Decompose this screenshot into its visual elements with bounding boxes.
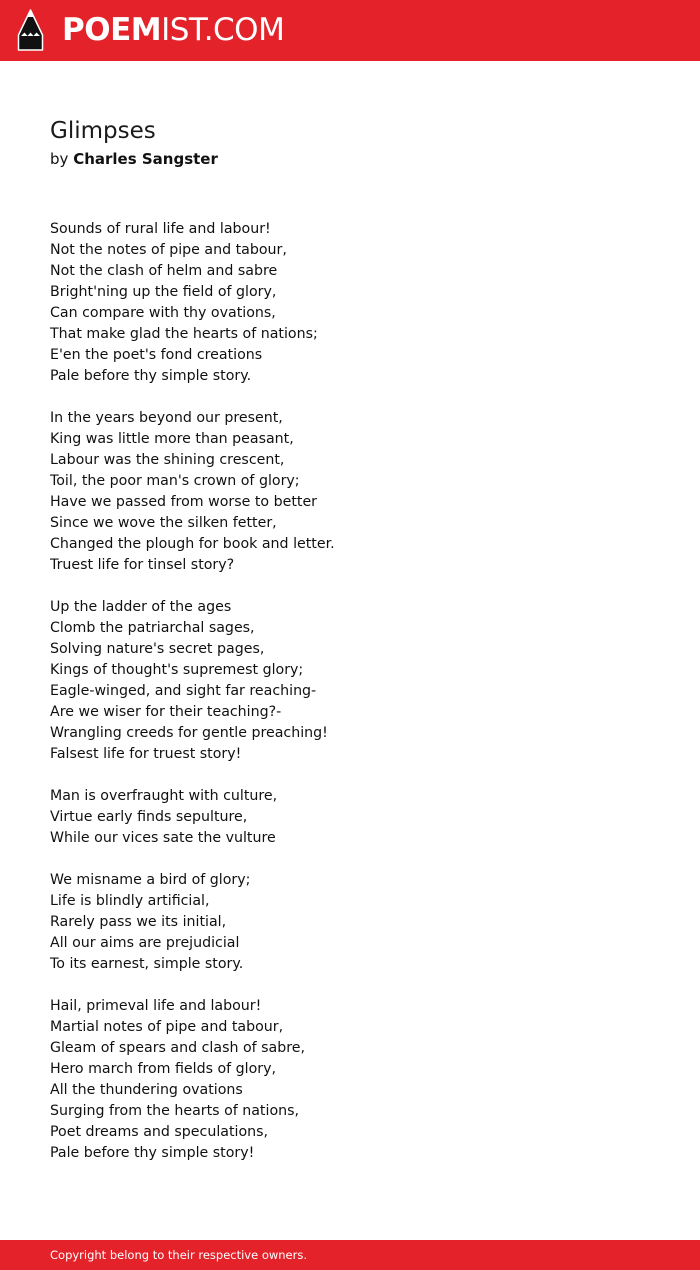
- poem-line: While our vices sate the vulture: [50, 830, 276, 846]
- poem-line: Hero march from fields of glory,: [50, 1061, 277, 1077]
- poem-line: Eagle-winged, and sight far reaching-: [50, 683, 317, 699]
- poem-line: Not the notes of pipe and tabour,: [50, 242, 287, 258]
- poem-stanza: [50, 597, 650, 765]
- poem-stanza: [50, 870, 650, 975]
- poem-line: Up the ladder of the ages: [50, 599, 232, 615]
- poem-line: Virtue early finds sepulture,: [50, 809, 248, 825]
- poem-line: Life is blindly artificial,: [50, 893, 210, 909]
- poem-line: Are we wiser for their teaching?-: [50, 704, 282, 720]
- logo-text-bold: POEM: [62, 12, 162, 48]
- pencil-tip-icon[interactable]: [17, 9, 44, 51]
- poem-line: In the years beyond our present,: [50, 410, 283, 426]
- poem-line: Have we passed from worse to better: [50, 494, 318, 510]
- poem-line: That make glad the hearts of nations;: [50, 326, 318, 342]
- poem-line: Solving nature's secret pages,: [50, 641, 265, 657]
- poem-stanza: [50, 408, 650, 576]
- poem-line: All our aims are prejudicial: [50, 935, 240, 951]
- logo-text-light: IST.COM: [161, 12, 285, 48]
- poem-line: Bright'ning up the field of glory,: [50, 284, 277, 300]
- poem-line: Clomb the patriarchal sages,: [50, 620, 255, 636]
- poem-line: Changed the plough for book and letter.: [50, 536, 335, 552]
- poem-line: Not the clash of helm and sabre: [50, 263, 278, 279]
- poem-line: Pale before thy simple story!: [50, 1145, 255, 1161]
- site-footer: [0, 1240, 700, 1270]
- poem-line: Kings of thought's supremest glory;: [50, 662, 304, 678]
- poem-line: Surging from the hearts of nations,: [50, 1103, 300, 1119]
- by-label: by: [50, 150, 69, 168]
- poem-line: Toil, the poor man's crown of glory;: [50, 473, 300, 489]
- poem-line: All the thundering ovations: [50, 1082, 243, 1098]
- poem-line: Pale before thy simple story.: [50, 368, 252, 384]
- poem-line: Truest life for tinsel story?: [50, 557, 235, 573]
- poem-line: Can compare with thy ovations,: [50, 305, 276, 321]
- poem-stanza: [50, 786, 650, 849]
- poem-line: Labour was the shining crescent,: [50, 452, 285, 468]
- poem-line: King was little more than peasant,: [50, 431, 294, 447]
- poem-line: Sounds of rural life and labour!: [50, 221, 271, 237]
- poem-line: Martial notes of pipe and tabour,: [50, 1019, 284, 1035]
- poem-line: Man is overfraught with culture,: [50, 788, 278, 804]
- poem-body: [50, 219, 650, 1185]
- poem-line: Rarely pass we its initial,: [50, 914, 227, 930]
- poem-line: We misname a bird of glory;: [50, 872, 251, 888]
- poem-line: Hail, primeval life and labour!: [50, 998, 262, 1014]
- poem-line: E'en the poet's fond creations: [50, 347, 263, 363]
- poem-line: Wrangling creeds for gentle preaching!: [50, 725, 328, 741]
- poem-line: Gleam of spears and clash of sabre,: [50, 1040, 305, 1056]
- site-header: [0, 0, 700, 61]
- copyright-text: Copyright belong to their respective owners.: [50, 1248, 308, 1262]
- poem-stanza: [50, 996, 650, 1164]
- poem-line: Falsest life for truest story!: [50, 746, 242, 762]
- poem-title: Glimpses: [50, 118, 156, 144]
- poem-byline: [50, 148, 218, 170]
- poem-line: Poet dreams and speculations,: [50, 1124, 269, 1140]
- site-logo-link[interactable]: [62, 11, 284, 49]
- poem-author: Charles Sangster: [73, 150, 218, 168]
- poem-line: To its earnest, simple story.: [50, 956, 244, 972]
- poem-stanza: [50, 219, 650, 387]
- poem-line: Since we wove the silken fetter,: [50, 515, 277, 531]
